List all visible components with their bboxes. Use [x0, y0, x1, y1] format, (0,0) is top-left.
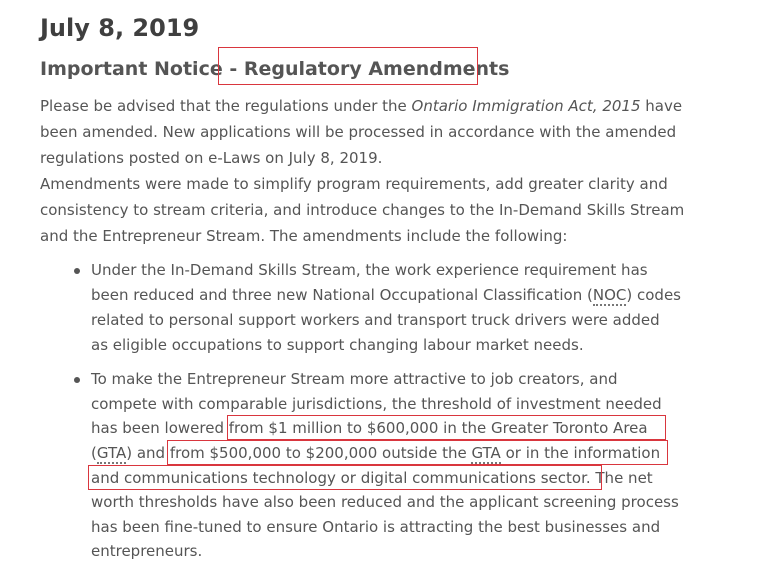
- gta-abbreviation[interactable]: GTA: [96, 444, 127, 462]
- bullet-1-line-4: as eligible occupations to support changing labour market needs.: [91, 336, 584, 354]
- bullet-1-line-3: related to personal support workers and transport truck drivers were added: [91, 311, 660, 329]
- summary-line-2: consistency to stream criteria, and introduce changes to the In-Demand Skills Stream: [40, 201, 685, 219]
- bullet-2-line-7: has been fine-tuned to ensure Ontario is attracting the best businesses and: [91, 518, 661, 536]
- intro-line-3: regulations posted on e-Laws on July 8, 2019.: [40, 149, 383, 167]
- bullet-2-line-3: [91, 416, 648, 440]
- bullet-2-line-6: worth thresholds have also been reduced and the applicant screening process: [91, 493, 679, 511]
- bullet-2-line-8: entrepreneurs.: [91, 542, 203, 560]
- highlighted-text: from $500,000 to $200,000 outside the: [169, 444, 472, 462]
- intro-line-1: [40, 94, 682, 118]
- bullet-marker: [74, 268, 80, 274]
- bullet-text: been reduced and three new National Occupational Classification (: [91, 286, 593, 304]
- bullet-2-line-2: compete with comparable jurisdictions, the threshold of investment needed: [91, 395, 662, 413]
- notice-title: Important Notice - Regulatory Amendments: [40, 58, 510, 80]
- bullet-text: has been lowered: [91, 419, 229, 437]
- act-name: Ontario Immigration Act, 2015: [411, 97, 641, 115]
- intro-text: Please be advised that the regulations under the: [40, 97, 412, 115]
- highlighted-text: and communications technology or digital communications sector.: [91, 469, 591, 487]
- noc-abbreviation[interactable]: NOC: [592, 286, 627, 304]
- highlighted-text: from $1 million to $600,000 in the Greater Toronto Area: [228, 419, 648, 437]
- bullet-2-line-4: [91, 441, 660, 465]
- bullet-marker: [74, 377, 80, 383]
- bullet-1-line-1: Under the In-Demand Skills Stream, the work experience requirement has: [91, 261, 648, 279]
- intro-line-2: been amended. New applications will be processed in accordance with the amended: [40, 123, 677, 141]
- summary-line-1: Amendments were made to simplify program requirements, add greater clarity and: [40, 175, 668, 193]
- bullet-text: (: [91, 444, 97, 462]
- intro-text: have: [640, 97, 683, 115]
- bullet-1-line-2: [91, 283, 681, 307]
- highlighted-text: or in the information: [500, 444, 661, 462]
- bullet-2-line-5: [91, 466, 653, 490]
- notice-date: July 8, 2019: [40, 14, 200, 42]
- summary-line-3: and the Entrepreneur Stream. The amendments include the following:: [40, 227, 568, 245]
- bullet-text: ) codes: [626, 286, 681, 304]
- gta-abbreviation[interactable]: GTA: [471, 444, 501, 462]
- bullet-2-line-1: To make the Entrepreneur Stream more attractive to job creators, and: [91, 370, 618, 388]
- bullet-text: The net: [590, 469, 653, 487]
- bullet-text: ) and: [126, 444, 170, 462]
